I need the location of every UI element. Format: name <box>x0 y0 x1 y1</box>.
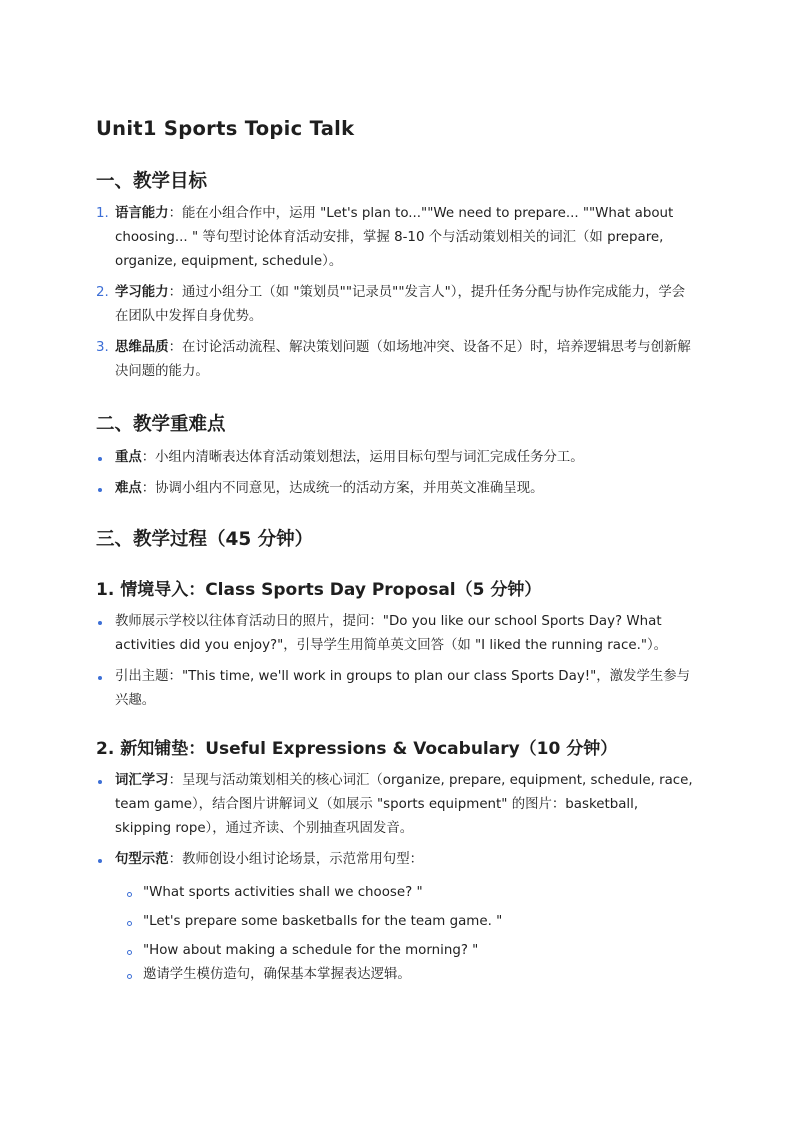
item-text: ：教师创设小组讨论场景，示范常用句型： <box>168 852 423 867</box>
list-item <box>96 281 696 329</box>
list-number: 2. <box>96 285 109 300</box>
step2-list <box>96 769 696 987</box>
item-label: 难点 <box>115 481 142 496</box>
item-label: 词汇学习 <box>115 773 169 788</box>
list-item <box>96 477 696 501</box>
example-sentence: "How about making a schedule for the morning? " <box>143 943 479 958</box>
bullet-icon <box>98 457 102 461</box>
bullet-icon <box>98 488 102 492</box>
example-sentence: "Let's prepare some basketballs for the team game. " <box>143 914 503 929</box>
list-item <box>96 610 696 658</box>
list-item <box>96 336 696 384</box>
item-text: ：呈现与活动策划相关的核心词汇（organize, prepare, equipment, schedule, race, team game），结合图片讲解词义（如展示 "sports equipment" 的图片：basketball, skipping rope），通过齐读、个别抽查巩固发音。 <box>115 773 693 836</box>
sub-list-item <box>96 910 696 934</box>
bullet-icon <box>98 676 102 680</box>
sub-bullet-icon <box>127 950 132 955</box>
step1-list <box>96 610 696 713</box>
step1-heading: 1. 情境导入：Class Sports Day Proposal（5 分钟） <box>96 580 542 600</box>
list-number: 3. <box>96 340 109 355</box>
item-label: 思维品质 <box>115 340 169 355</box>
key-points-list <box>96 446 696 501</box>
bullet-icon <box>98 621 102 625</box>
sub-bullet-icon <box>127 892 132 897</box>
step2-heading: 2. 新知铺垫：Useful Expressions & Vocabulary（10 分钟） <box>96 739 618 759</box>
list-item <box>96 848 696 872</box>
item-text: 教师展示学校以往体育活动日的照片，提问："Do you like our school Sports Day? What activities did you enjoy?"，引导学生用简单英文回答（如 "I liked the running race."）。 <box>115 614 668 653</box>
item-text: ：通过小组分工（如 "策划员""记录员""发言人"），提升任务分配与协作完成能力，学会在团队中发挥自身优势。 <box>115 285 686 324</box>
item-text: ：在讨论活动流程、解决策划问题（如场地冲突、设备不足）时，培养逻辑思考与创新解决问题的能力。 <box>115 340 691 379</box>
bullet-icon <box>98 859 102 863</box>
list-item <box>96 202 696 274</box>
item-label: 句型示范 <box>115 852 169 867</box>
section-heading-key-points: 二、教学重难点 <box>96 414 226 435</box>
section-heading-process: 三、教学过程（45 分钟） <box>96 529 314 550</box>
item-label: 语言能力 <box>115 206 169 221</box>
list-item <box>96 665 696 713</box>
item-text: ：协调小组内不同意见，达成统一的活动方案，并用英文准确呈现。 <box>141 481 544 496</box>
document-title: Unit1 Sports Topic Talk <box>96 117 355 140</box>
item-text: ：小组内清晰表达体育活动策划想法，运用目标句型与词汇完成任务分工。 <box>141 450 584 465</box>
list-item <box>96 769 696 841</box>
sub-list-item <box>96 881 696 905</box>
item-text: 引出主题："This time, we'll work in groups to plan our class Sports Day!"，激发学生参与兴趣。 <box>115 669 691 708</box>
item-label: 学习能力 <box>115 285 169 300</box>
sub-item-text: 邀请学生模仿造句，确保基本掌握表达逻辑。 <box>143 967 411 982</box>
section-heading-objectives: 一、教学目标 <box>96 171 208 192</box>
objectives-list <box>96 202 696 384</box>
item-label: 重点 <box>115 450 142 465</box>
sub-list-item <box>96 939 696 963</box>
example-sentence: "What sports activities shall we choose? " <box>143 885 423 900</box>
sub-list-item <box>96 963 696 987</box>
bullet-icon <box>98 780 102 784</box>
sub-bullet-icon <box>127 921 132 926</box>
list-number: 1. <box>96 206 109 221</box>
item-text: ：能在小组合作中，运用 "Let's plan to...""We need to prepare... ""What about choosing... " 等句型讨论体育活动安排，掌握 8-10 个与活动策划相关的词汇（如 prepare, organize, equipment, schedule）。 <box>115 206 674 269</box>
sub-bullet-icon <box>127 974 132 979</box>
list-item <box>96 446 696 470</box>
